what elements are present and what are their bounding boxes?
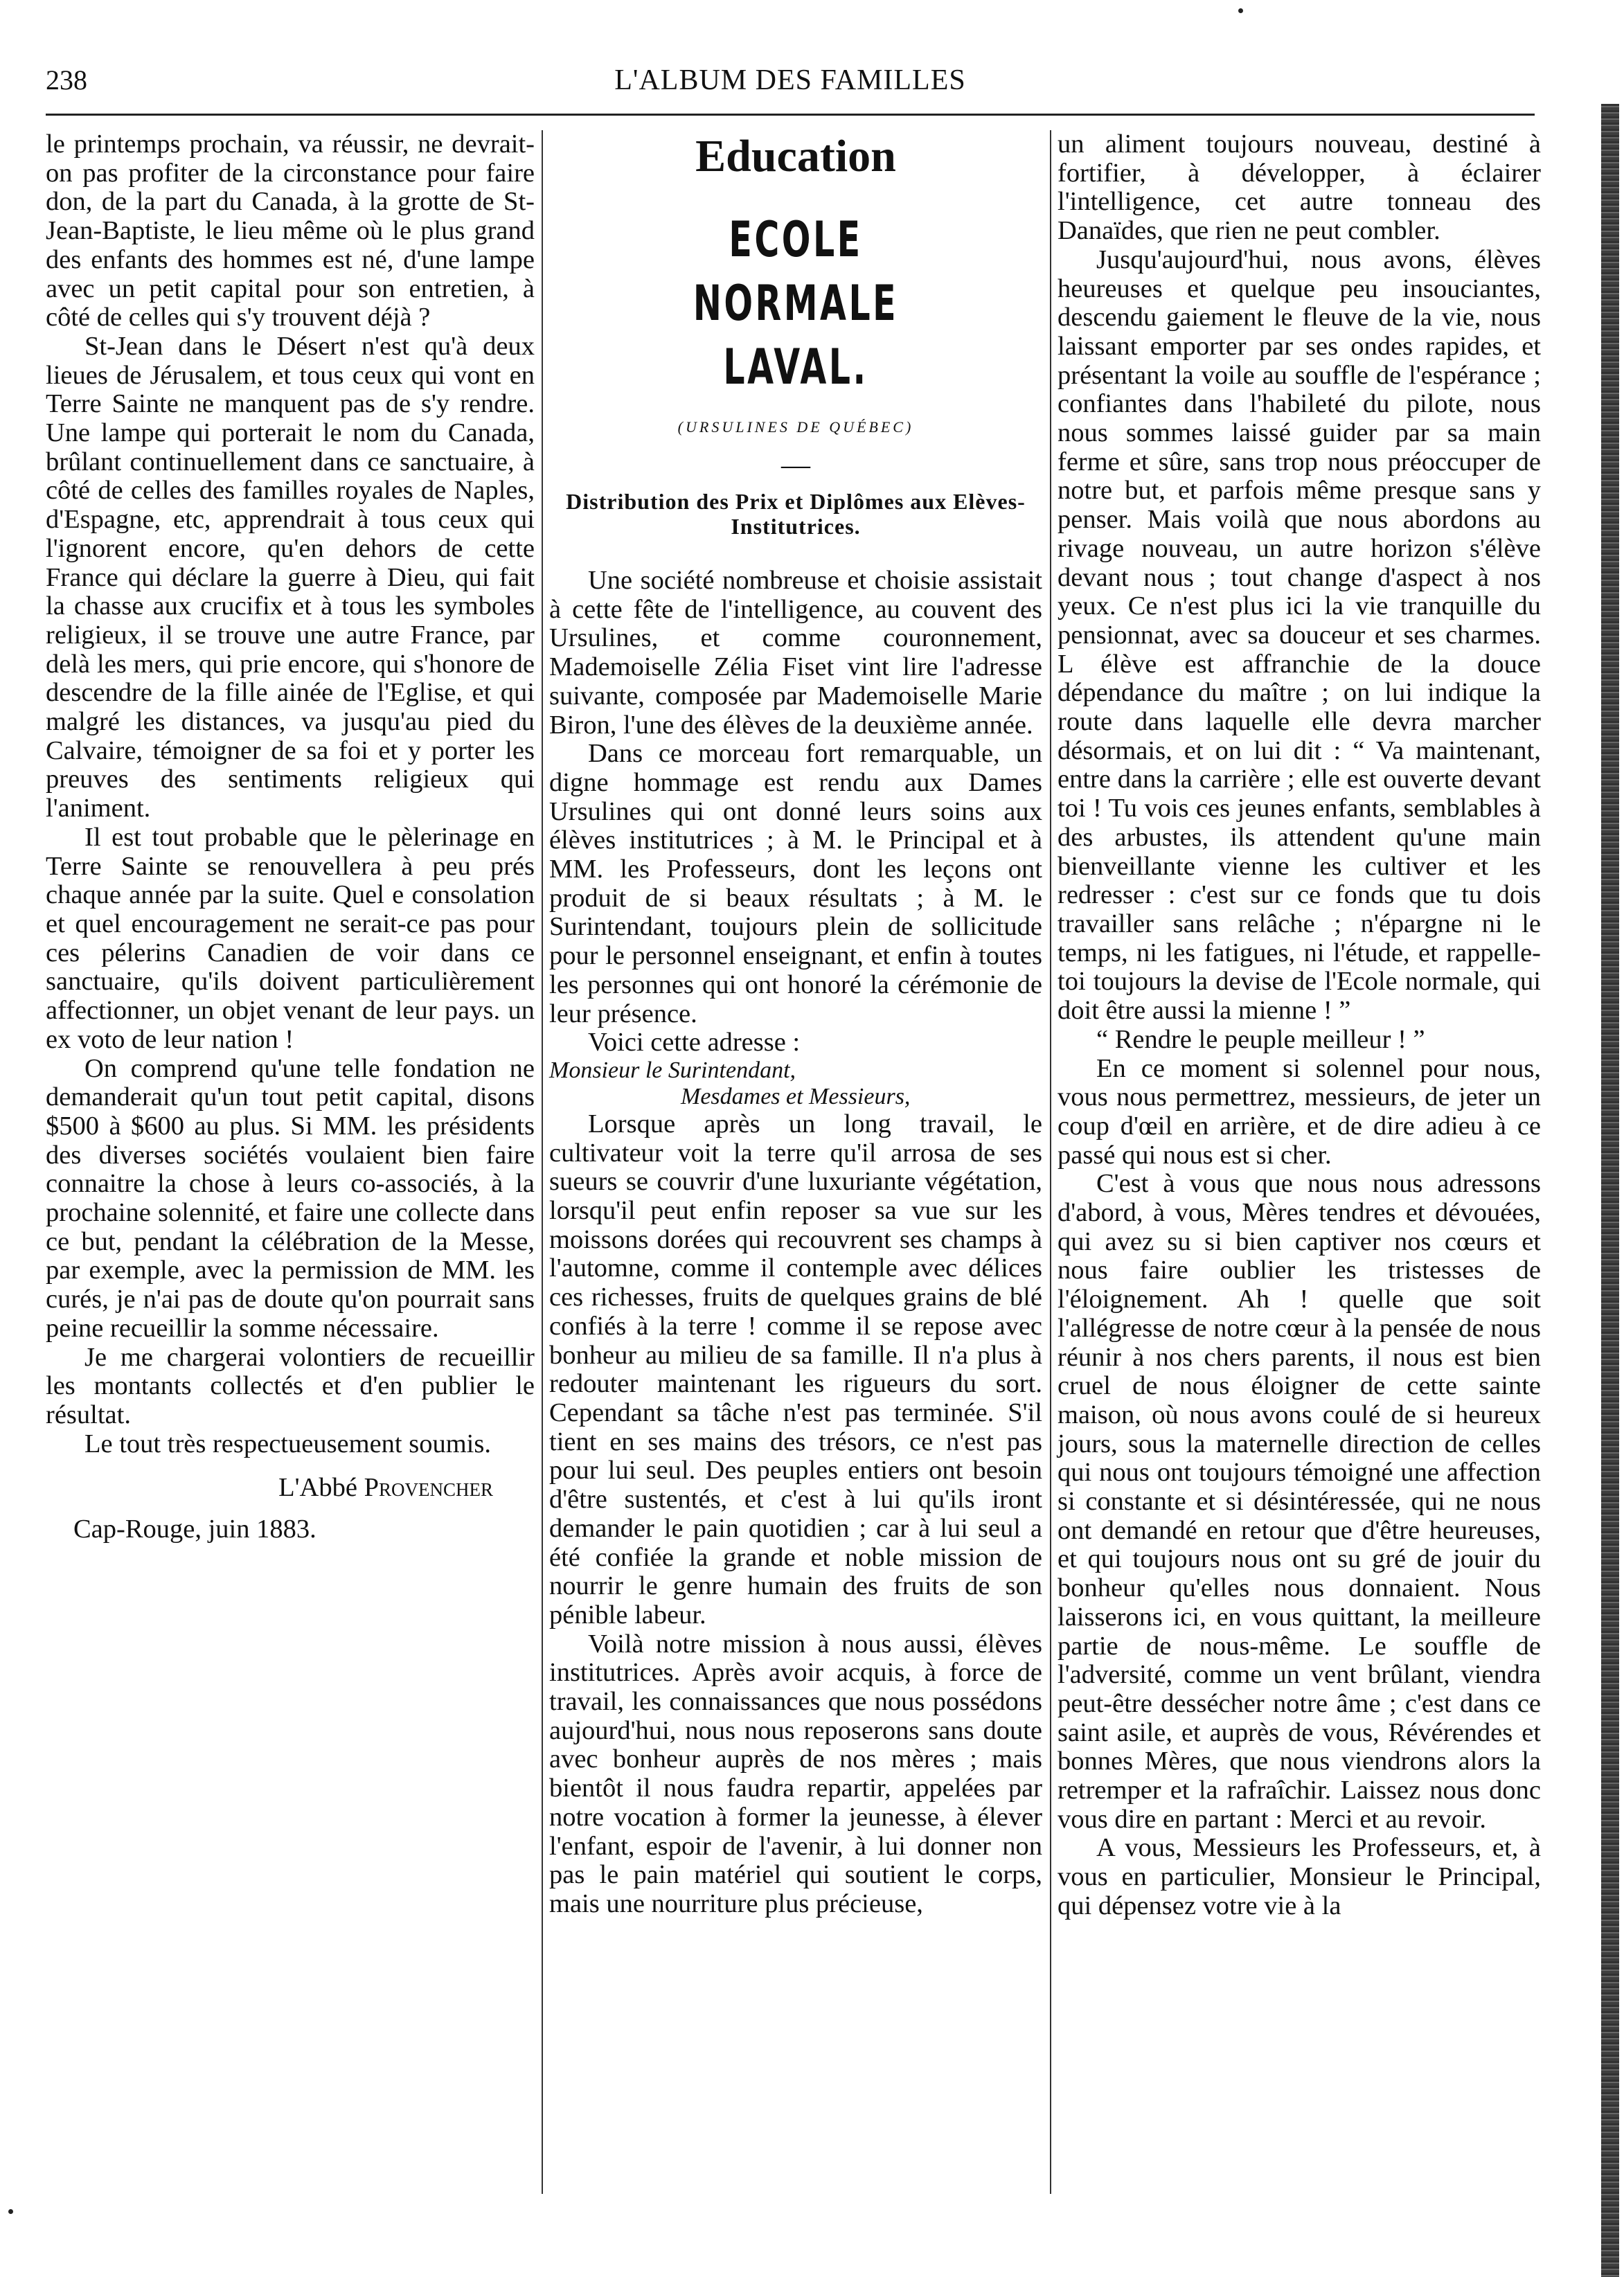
header-rule — [46, 114, 1535, 116]
signature-prefix: L'Abbé — [278, 1473, 364, 1503]
column-3 — [1058, 130, 1541, 1921]
paragraph: un aliment toujours nouveau, destiné à fortifier, à développer, à éclairer l'intelligence, cet autre tonneau des Danaïdes, que rien ne peut combler. — [1058, 130, 1541, 246]
dateline: Cap-Rouge, juin 1883. — [73, 1515, 316, 1544]
paragraph: Une société nombreuse et choisie assistait à cette fête de l'intelligence, au couvent des Ursulines, et comme couronnement, Mademoiselle Zélia Fiset vint lire l'adresse suivante, composée par Mademoiselle Marie Biron, l'une des élèves de la deuxième année. — [549, 566, 1042, 740]
paragraph: A vous, Messieurs les Professeurs, et, à vous en particulier, Monsieur le Principal, qui dépensez votre vie à la — [1058, 1833, 1541, 1920]
paragraph: le printemps prochain, va réussir, ne devrait-on pas profiter de la circonstance pour faire don, de la part du Canada, à la grotte de St-Jean-Baptiste, le lieu même où le plus grand des enfants des hommes est né, d'une lampe avec un petit capital pour son entretien, à côté de celles qui s'y trouvent déjà ? — [46, 130, 535, 332]
running-title: L'ALBUM DES FAMILLES — [614, 64, 966, 96]
paragraph: Lorsque après un long travail, le cultivateur voit la terre qu'il arrosa de ses sueurs se couvrir d'une luxuriante végétation, lorsqu'il peut enfin reposer sa vue sur les moissons dorées qui recouvrent ses champs à l'automne, comme il contemple avec délices ces richesses, fruits de quelques grains de blé confiés à la terre ! comme il se repose avec bonheur au milieu de sa famille. Il n'a plus à redouter maintenant les rigueurs du sort. Cependant sa tâche n'est pas terminée. S'il tient en ses mains des trésors, ce n'est pas pour lui seul. Des peuples entiers ont besoin d'être sustentés, et c'est à lui qu'ils iront demander le pain quotidien ; car à lui seul a été confiée la grande et noble mission de nourrir le genre humain des fruits de son pénible labeur. — [549, 1109, 1042, 1629]
paragraph: C'est à vous que nous nous adressons d'abord, à vous, Mères tendres et dévouées, qui avez su si bien captiver nos cœurs et nous faire oublier les tristesses de l'éloignement. Ah ! quelle que soit l'allégresse de notre cœur à la pensée de nous réunir à nos chers parents, il nous est bien cruel de nous éloigner de cette sainte maison, où nous avons coulé de si heureux jours, sous la maternelle direction de celles qui nous ont toujours témoigné une affection si constante et si désintéressée, qui ne nous ont demandé en retour que d'être heureuses, et qui toujours nous ont su gré de jouir du bonheur qu'elles nous donnaient. Nous laisserons ici, en vous quittant, la meilleure partie de nous-même. Le souffle de l'adversité, comme un vent brûlant, viendra peut-être dessécher notre âme ; c'est dans ce saint asile, et auprès de vous, Révérendes et bonnes Mères, que nous viendrons alors la retremper et la rafraîchir. Laissez nous donc vous dire en partant : Merci et au revoir. — [1058, 1169, 1541, 1834]
paragraph: En ce moment si solennel pour nous, vous nous permettrez, messieurs, de jeter un coup d'œil en arrière, et de dire adieu à ce passé qui nous est si cher. — [1058, 1053, 1541, 1170]
paragraph: Le tout très respectueusement soumis. — [84, 1429, 491, 1458]
print-speck — [1238, 8, 1243, 13]
column-1 — [46, 130, 535, 1544]
section-title: Education — [695, 131, 896, 181]
column-divider-2 — [1050, 130, 1051, 2194]
paragraph: St-Jean dans le Désert n'est qu'à deux lieues de Jérusalem, et tous ceux qui vont en Terre Sainte ne manquent pas de s'y rendre. Une lampe qui porterait le nom du Canada, brûlant continuellement dans ce sanctuaire, à côté de celles des familles royales de Naples, d'Espagne, etc, apprendrait à tous ceux qui l'ignorent encore, qu'en dehors de cette France qui déclare la guerre à Dieu, qui fait la chasse aux crucifix et à tous les symboles religieux, il se trouve une autre France, par delà les mers, qui prie encore, qui s'honore de descendre de la fille ainée de l'Eglise, et qui malgré les distances, va jusqu'au pied du Calvaire, témoigner de sa foi et y porter les preuves des sentiments religieux qui l'animent. — [46, 331, 535, 823]
greeting-ladies-gentlemen: Mesdames et Messieurs, — [681, 1083, 911, 1109]
greeting-superintendent: Monsieur le Surintendant, — [549, 1057, 796, 1083]
paragraph: Voici cette adresse : — [588, 1028, 801, 1057]
paragraph: Jusqu'aujourd'hui, nous avons, élèves heureuses et quelque peu insouciantes, descendu gaiement le fleuve de la vie, nous laissant emporter par ses ondes rapides, et présentant la voile au souffle de l'espérance ; confiantes dans l'habileté du pilote, nous nous sommes laissé guider par sa main ferme et sûre, sans trop nous préoccuper de notre but, et parfois même presque sans y penser. Mais voilà que nous abordons au rivage nouveau, un autre horizon s'élève devant nous ; tout change d'aspect à nos yeux. Ce n'est plus ici la vie tranquille du pensionnat, avec sa douceur et ses charmes. L élève est affranchie de la douce dépendance du maître ; on lui indique la route dans laquelle elle devra marcher désormais, et on lui dit : “ Va maintenant, entre dans la carrière ; elle est ouverte devant toi ! Tu vois ces jeunes enfants, semblables à des arbustes, ils attendent qu'une main bienveillante vienne les cultiver et les redresser : c'est sur ce fonds que tu dois travailler sans relâche ; n'épargne ni le temps, ni les fatigues, ni l'étude, et rappelle-toi toujours la devise de l'Ecole normale, qui doit être aussi la mienne ! ” — [1058, 244, 1541, 1026]
column-2 — [549, 130, 1042, 1919]
paragraph: “ Rendre le peuple meilleur ! ” — [1096, 1024, 1425, 1054]
school-title: ECOLE NORMALE LAVAL. — [693, 211, 899, 395]
column-divider-1 — [542, 130, 543, 2194]
page-header — [46, 64, 1535, 105]
school-subtitle: (URSULINES DE QUÉBEC) — [677, 418, 914, 436]
page-edge-shadow — [1601, 104, 1619, 2277]
print-speck — [8, 2209, 13, 2214]
signature-name: Provencher — [364, 1473, 493, 1503]
paragraph: Je me chargerai volontiers de recueillir les montants collectés et d'en publier le résultat. — [46, 1342, 535, 1429]
signature — [46, 1474, 535, 1503]
paragraph: On comprend qu'une telle fondation ne demanderait qu'un tout petit capital, disons $500 à $600 au plus. Si MM. les présidents des diverses sociétés voulaient bien faire connaitre la chose à leurs co-associés, à la prochaine solennité, et faire une collecte dans ce but, pendant la célébration de la Messe, par exemple, avec la permission de MM. les curés, je n'ai pas de doute qu'on pourrait sans peine recueillir la somme nécessaire. — [46, 1053, 535, 1343]
paragraph: Il est tout probable que le pèlerinage en Terre Sainte se renouvellera à peu prés chaque année par la suite. Quel e consolation et quel encouragement ne serait-ce pas pour ces pélerins Canadien de voir dans ce sanctuaire, qu'ils doivent particulièrement affectionner, un objet venant de leur pays. un ex voto de leur nation ! — [46, 822, 535, 1054]
distribution-title: Distribution des Prix et Diplômes aux Elèves-Institutrices. — [566, 489, 1026, 539]
separator-dash: — — [781, 449, 810, 481]
paragraph: Dans ce morceau fort remarquable, un digne hommage est rendu aux Dames Ursulines qui ont donné leurs soins aux élèves institutrices ; à M. le Principal et à MM. les Professeurs, dont les leçons ont produit de si beaux résultats ; à M. le Surintendant, toujours plein de sollicitude pour le personnel enseignant, et enfin à toutes les personnes qui ont honoré la cérémonie de leur présence. — [549, 739, 1042, 1028]
page-number: 238 — [46, 64, 87, 96]
paragraph: Voilà notre mission à nous aussi, élèves institutrices. Après avoir acquis, à force de travail, les connaissances que nous possédons aujourd'hui, nous nous reposerons sans doute avec bonheur auprès de nos mères ; mais bientôt il nous faudra repartir, appelées par notre vocation à former la jeunesse, à élever l'enfant, espoir de l'avenir, à lui donner non pas le pain matériel qui soutient le corps, mais une nourriture plus précieuse, — [549, 1629, 1042, 1918]
